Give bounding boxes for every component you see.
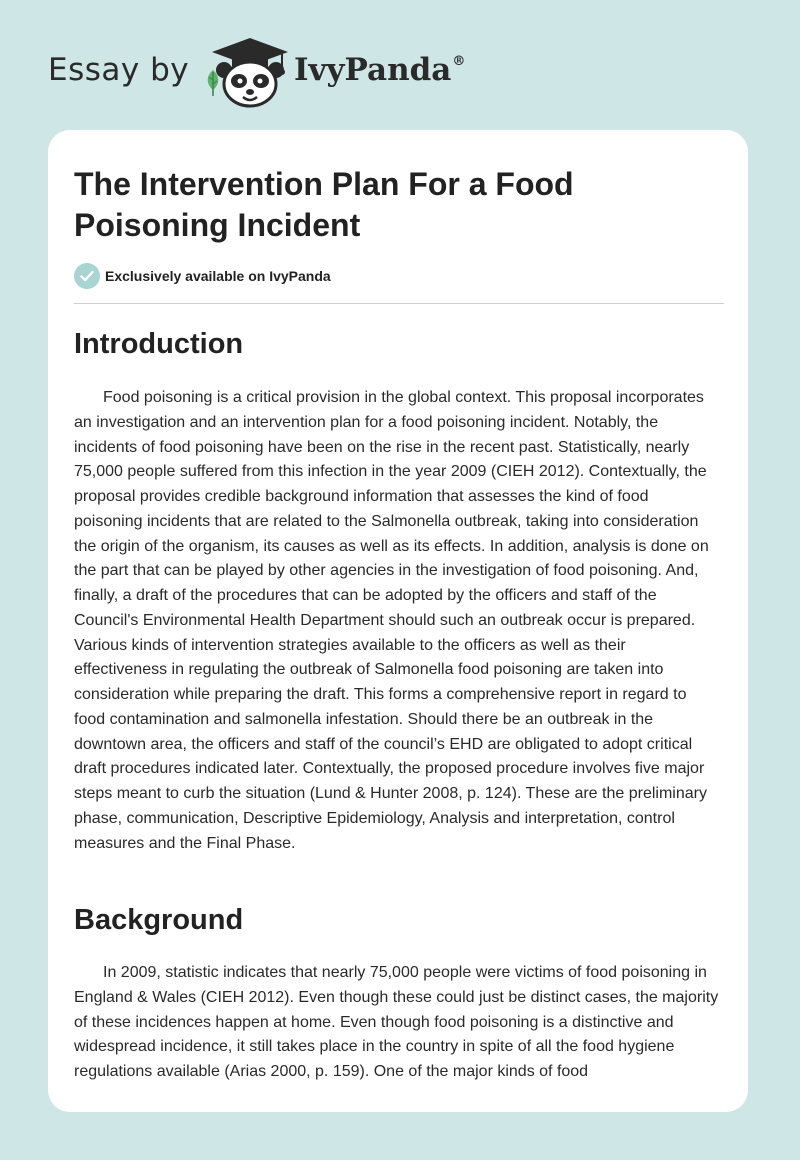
background-paragraph: In 2009, statistic indicates that nearly 75,000 people were victims of food poisoning in England & Wales (CIEH 2012). Even though these could just be distinct cases, the majority of these incidences happen at home. Even though food poisoning is a distinctive and widespread incidence, it still takes place in the country in spite of all the food hygiene regulations available (Arias 2000, p. 159). One of the major kinds of food [74, 964, 719, 1080]
essay-card [48, 130, 748, 1112]
essay-by-label: Essay by [48, 52, 190, 88]
title-divider [74, 303, 724, 304]
trademark-symbol: ® [452, 54, 466, 69]
exclusive-badge [74, 262, 331, 290]
panda-graduation-cap-icon[interactable] [210, 36, 290, 113]
background-heading: Background [74, 904, 244, 936]
checkmark-icon [74, 263, 100, 289]
introduction-paragraph: Food poisoning is a critical provision in the global context. This proposal incorporates an investigation and an intervention plan for a food poisoning incident. Notably, the incidents of food poisoning have been on the rise in the recent past. Statistically, nearly 75,000 people suffered from this infection in the year 2009 (CIEH 2012). Contextually, the proposal provides credible background information that assesses the kind of food poisoning incidents that are related to the Salmonella outbreak, taking into consideration the origin of the organism, its causes as well as its effects. In addition, analysis is done on the part that can be played by other agencies in the investigation of food poisoning. And, finally, a draft of the procedures that can be adopted by the officers and staff of the Council's Environmental Health Department should such an outbreak occur is prepared. Various kinds of intervention strategies available to the officers as well as their effectiveness in regulating the outbreak of Salmonella food poisoning are taken into consideration while preparing the draft. This forms a comprehensive report in regard to food contamination and salmonella infestation. Should there be an outbreak in the downtown area, the officers and staff of the council’s EHD are obligated to adopt critical draft procedures indicated later. Contextually, the proposed procedure involves five major steps meant to curb the situation (Lund & Hunter 2008, p. 124). These are the preliminary phase, communication, Descriptive Epidemiology, Analysis and interpretation, control measures and the Final Phase. [74, 389, 709, 852]
exclusive-badge-text: Exclusively available on IvyPanda [105, 268, 331, 284]
site-header [0, 0, 800, 130]
brand-logo[interactable] [294, 52, 465, 88]
introduction-heading: Introduction [74, 328, 244, 360]
brand-name: IvyPanda [294, 52, 452, 88]
essay-title: The Intervention Plan For a Food Poisoning Incident [74, 166, 574, 243]
